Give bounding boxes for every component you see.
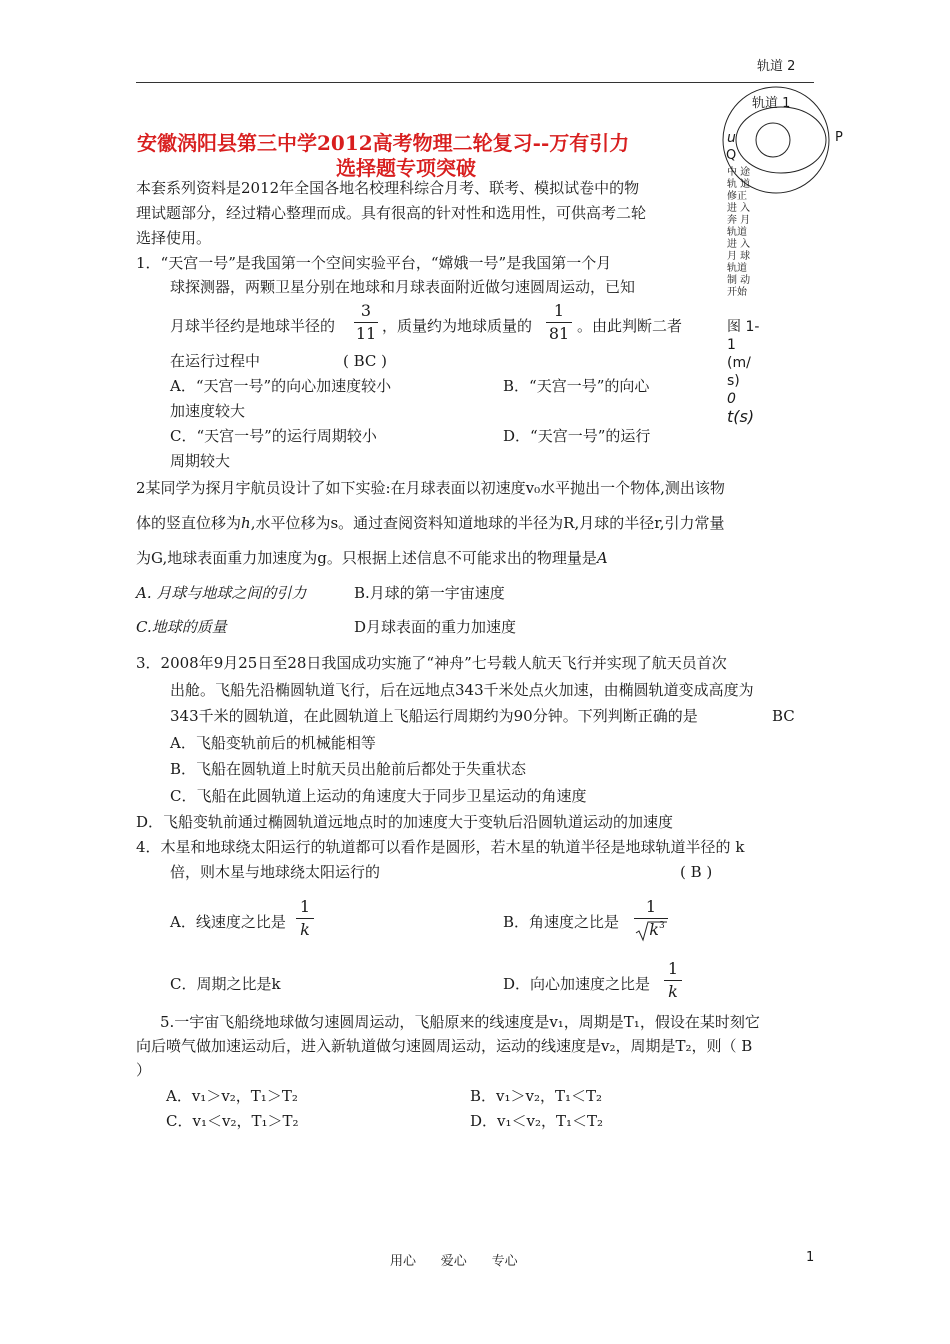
caption-line: 修正	[727, 191, 747, 202]
q3-option-d: D．飞船变轨前通过椭圆轨道远地点时的加速度大于变轨后沿圆轨道运动的加速度	[136, 813, 674, 831]
figure-number	[727, 318, 759, 426]
caption-line: 轨 道	[727, 179, 751, 190]
fraction-3-11: 3 11	[355, 301, 377, 343]
caption-line: 中 途	[727, 167, 751, 178]
q5-option-d: D．v₁＜v₂，T₁＜T₂	[470, 1112, 604, 1130]
q1-option-b: B．“天宫一号”的向心	[503, 377, 650, 395]
orbit2-label: 轨道 2	[757, 59, 796, 74]
page-title: 安徽涡阳县第三中学2012高考物理二轮复习--万有引力	[137, 131, 630, 155]
page-subtitle: 选择题专项突破	[336, 156, 476, 180]
caption-line: 进 入	[727, 239, 751, 250]
caption-line: 轨道	[727, 263, 747, 274]
q1-option-d: D．“天宫一号”的运行	[503, 427, 651, 445]
fig-num-line: t(s)	[727, 407, 755, 426]
q1-line: ，质量约为地球质量的	[382, 317, 533, 335]
q1-option-a: A．“天宫一号”的向心加速度较小	[170, 377, 392, 395]
caption-line: 开始	[727, 287, 747, 298]
q3-option-c: C．飞船在此圆轨道上运动的角速度大于同步卫星运动的角速度	[170, 787, 587, 805]
q2-option-d: D月球表面的重力加速度	[354, 618, 517, 636]
fraction-1-over-k: 1 k	[296, 897, 314, 940]
q2-option-b: B.月球的第一宇宙速度	[354, 584, 505, 602]
q3-line: 出舱。飞船先沿椭圆轨道飞行，后在远地点343千米处点火加速，由椭圆轨道变成高度为	[170, 681, 754, 699]
intro-line: 理试题部分，经过精心整理而成。具有很高的针对性和选用性，可供高考二轮	[136, 204, 647, 222]
intro-line: 选择使用。	[136, 229, 212, 247]
caption-line: 制 动	[727, 275, 751, 286]
q5-option-c: C．v₁＜v₂，T₁＞T₂	[166, 1112, 299, 1130]
point-q-label: Q	[726, 148, 737, 163]
fig-num-line: s)	[727, 373, 740, 389]
fig-num-line: 0	[727, 391, 736, 407]
fig-num-line: (m/	[727, 355, 751, 371]
footer-motto: 用心 爱心 专心	[390, 1254, 518, 1269]
q2-option-a: A. 月球与地球之间的引力	[136, 584, 307, 602]
q5-line: ）	[136, 1061, 152, 1079]
q3-line: 3．2008年9月25日至28日我国成功实施了“神舟”七号载人航天飞行并实现了航天员首次	[136, 654, 727, 672]
q1-option-b-cont: 加速度较大	[170, 402, 246, 420]
q1-option-d-cont: 周期较大	[170, 452, 231, 470]
label-u: u	[727, 130, 736, 146]
q1-line: 球探测器，两颗卫星分别在地球和月球表面附近做匀速圆周运动，已知	[170, 278, 636, 296]
caption-line: 月 球	[727, 251, 751, 262]
fraction-1-81: 1 81	[546, 301, 572, 344]
q4-line: 倍，则木星与地球绕太阳运行的	[170, 863, 381, 881]
q2-line: 2某同学为探月宇航员设计了如下实验:在月球表面以初速度v₀水平抛出一个物体,测出该物	[136, 479, 725, 497]
fig-num-line: 图 1-	[727, 319, 760, 335]
page-number: 1	[806, 1250, 815, 1265]
q1-line: 在运行过程中	[170, 352, 261, 370]
q5-option-a: A．v₁＞v₂，T₁＞T₂	[166, 1087, 298, 1105]
orbit1-label: 轨道 1	[752, 96, 791, 111]
q4-option-b: B．角速度之比是	[503, 913, 620, 931]
q1-answer: ( BC )	[343, 352, 388, 370]
caption-line: 轨道	[727, 227, 747, 238]
q5-line: 5.一宇宙飞船绕地球做匀速圆周运动，飞船原来的线速度是v₁，周期是T₁，假设在某时刻它	[160, 1013, 760, 1031]
intro-line: 本套系列资料是2012年全国各地名校理科综合月考、联考、模拟试卷中的物	[136, 179, 640, 197]
moon-circle	[756, 123, 790, 157]
q4-option-a: A．线速度之比是	[170, 913, 286, 931]
q3-answer: BC	[772, 707, 795, 725]
q1-line: 。由此判断二者	[577, 317, 683, 335]
point-p-label: P	[835, 130, 843, 145]
orbit1-ellipse	[736, 107, 826, 173]
q5-option-b: B．v₁＞v₂，T₁＜T₂	[470, 1087, 603, 1105]
q1-line: 1．“天宫一号”是我国第一个空间实验平台，“嫦娥一号”是我国第一个月	[136, 254, 612, 272]
q4-option-d: D．向心加速度之比是	[503, 975, 651, 993]
q2-line: 体的竖直位移为h,水平位移为s。通过查阅资料知道地球的半径为R,月球的半径r,引力常量	[136, 514, 725, 532]
q1-line: 月球半径约是地球半径的	[170, 317, 336, 335]
caption-line: 进 入	[727, 203, 751, 214]
q3-option-b: B．飞船在圆轨道上时航天员出舱前后都处于失重状态	[170, 760, 527, 778]
q2-line: 为G,地球表面重力加速度为g。只根据上述信息不可能求出的物理量是A	[136, 549, 608, 567]
q2-option-c: C.地球的质量	[136, 618, 227, 636]
q5-line: 向后喷气做加速运动后，进入新轨道做匀速圆周运动，运动的线速度是v₂，周期是T₂，则（ B	[136, 1037, 753, 1055]
q2-answer: A	[596, 549, 608, 567]
caption-line: 奔 月	[727, 215, 751, 226]
q4-answer: ( B )	[680, 863, 713, 881]
q1-option-c: C．“天宫一号”的运行周期较小	[170, 427, 377, 445]
fraction-1-over-k: 1 k	[664, 959, 682, 1002]
q3-line: 343千米的圆轨道，在此圆轨道上飞船运行周期约为90分钟。下列判断正确的是	[170, 707, 698, 725]
figure-caption	[727, 167, 750, 299]
q3-option-a: A．飞船变轨前后的机械能相等	[170, 734, 376, 752]
fraction-1-over-sqrt-k3: 1 $k^3$	[634, 897, 668, 943]
q4-line: 4．木星和地球绕太阳运行的轨道都可以看作是圆形，若木星的轨道半径是地球轨道半径的 k	[136, 838, 745, 856]
q4-option-c: C．周期之比是k	[170, 975, 281, 993]
fig-num-line: 1	[727, 337, 736, 353]
